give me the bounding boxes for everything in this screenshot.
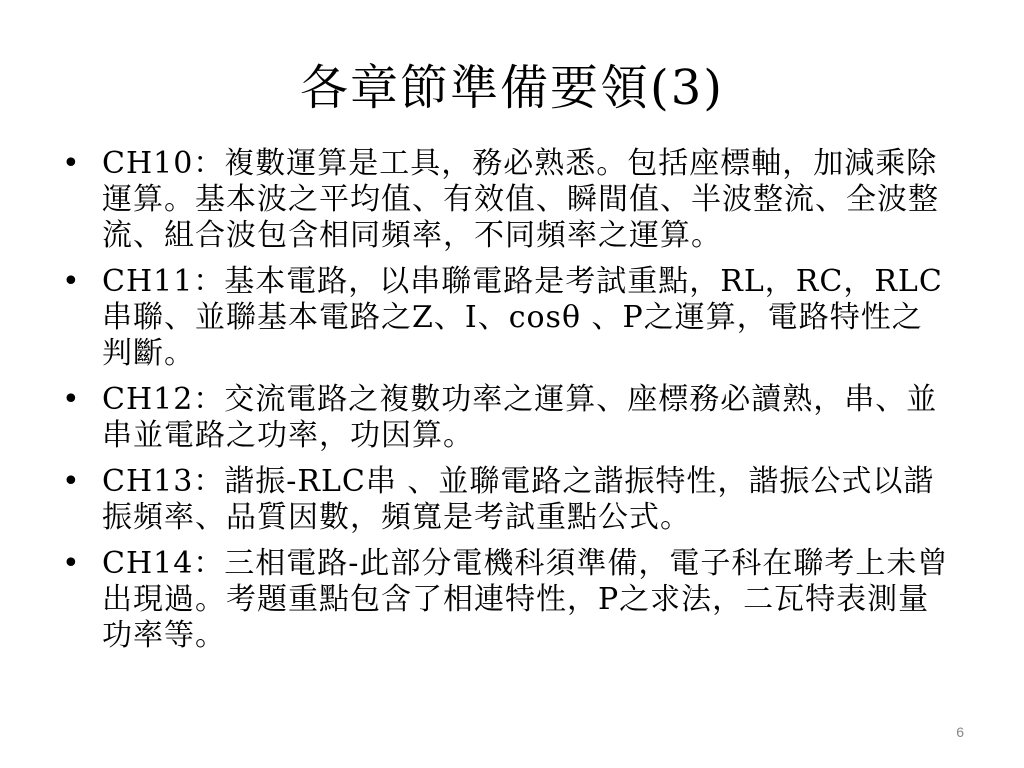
bullet-item-ch12	[62, 382, 952, 454]
slide-title: 各章節準備要領(3)	[300, 60, 724, 116]
bullet-item-ch11	[62, 264, 952, 372]
bullet-item-ch13	[62, 464, 952, 536]
bullet-dot-icon: •	[62, 546, 81, 581]
bullet-dot-icon: •	[62, 464, 81, 499]
bullet-list	[62, 146, 952, 664]
page-number: 6	[956, 724, 964, 740]
bullet-text: CH13：諧振-RLC串 、並聯電路之諧振特性，諧振公式以諧振頻率、品質因數，頻寬是考試重點公式。	[102, 464, 935, 535]
bullet-text: CH12：交流電路之複數功率之運算、座標務必讀熟，串、並串並電路之功率，功因算。	[102, 382, 938, 453]
bullet-text: CH11：基本電路，以串聯電路是考試重點，RL，RC，RLC串聯、並聯基本電路之Z、I、cosθ 、P之運算，電路特性之判斷。	[102, 264, 943, 371]
bullet-dot-icon: •	[62, 146, 81, 181]
bullet-text: CH14：三相電路-此部分電機科須準備，電子科在聯考上未曾出現過。考題重點包含了相連特性，P之求法，二瓦特表測量功率等。	[102, 546, 949, 653]
bullet-dot-icon: •	[62, 264, 81, 299]
bullet-text: CH10：複數運算是工具，務必熟悉。包括座標軸，加減乘除運算。基本波之平均值、有效值、瞬間值、半波整流、全波整流、組合波包含相同頻率，不同頻率之運算。	[102, 146, 939, 253]
bullet-item-ch14	[62, 546, 952, 654]
bullet-dot-icon: •	[62, 382, 81, 417]
bullet-item-ch10	[62, 146, 952, 254]
